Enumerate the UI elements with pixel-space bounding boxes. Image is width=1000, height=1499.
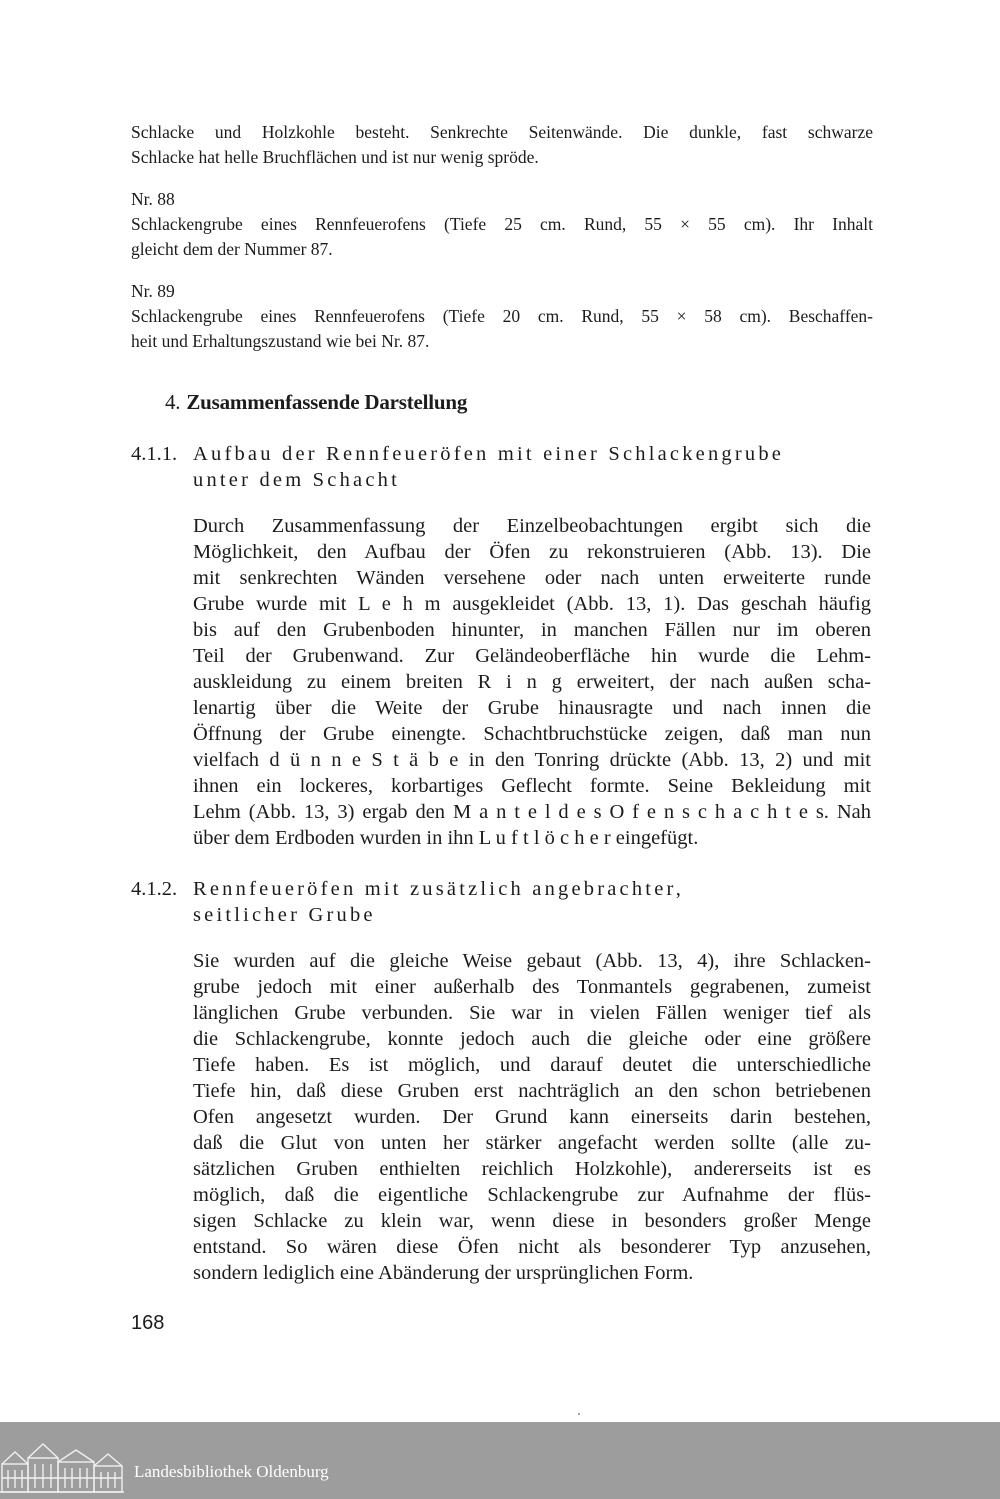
intro-line: Schlacke und Holzkohle besteht. Senkrechte Seitenwände. Die dunkle, fast schwarze [131,122,873,142]
body-line: Sie wurden auf die gleiche Weise gebaut (Abb. 13, 4), ihre Schlacken- [193,950,871,972]
subsection-heading-4-1-2 [131,876,891,928]
body-line: mit senkrechten Wänden versehene oder nach unten erweiterte runde [193,567,871,589]
body-line: bis auf den Grubenboden hinunter, in manchen Fällen nur im oberen [193,619,871,641]
intro-line: Schlacke hat helle Bruchflächen und ist nur wenig spröde. [131,147,539,167]
body-line: Ofen angesetzt wurden. Der Grund kann einerseits darin bestehen, [193,1106,871,1128]
subsection-body-4-1-2 [193,948,871,1286]
entry-line: gleicht dem der Nummer 87. [131,239,333,259]
section-title: Zusammenfassende Darstellung [186,390,468,414]
entry-label: Nr. 88 [131,189,175,209]
subsection-number: 4.1.2. [131,878,178,900]
body-line: über dem Erdboden wurden in ihn L u f t l ö c h e r eingefügt. [193,827,699,849]
body-line: auskleidung zu einem breiten R i n g erweitert, der nach außen scha- [193,671,871,693]
subsection-body-4-1-1 [193,513,871,851]
subsection-heading-4-1-1 [131,441,891,493]
body-line: Öffnung der Grube einengte. Schachtbruchstücke zeigen, daß man nun [193,723,871,745]
body-line: Tiefe haben. Es ist möglich, und darauf deutet die unterschiedliche [193,1054,871,1076]
body-line: Möglichkeit, den Aufbau der Öfen zu rekonstruieren (Abb. 13). Die [193,541,871,563]
scan-speck [578,1413,580,1415]
body-line: grube jedoch mit einer außerhalb des Tonmantels gegrabenen, zumeist [193,976,871,998]
section-heading [165,390,467,415]
entry-label: Nr. 89 [131,281,175,301]
entry-nr-88 [131,187,873,262]
body-line: Durch Zusammenfassung der Einzelbeobachtungen ergibt sich die [193,515,871,537]
page-number: 168 [131,1312,165,1334]
body-line: entstand. So wären diese Öfen nicht als besonderer Typ anzusehen, [193,1236,871,1258]
body-line: vielfach d ü n n e S t ä b e in den Tonring drückte (Abb. 13, 2) und mit [193,749,871,771]
intro-paragraph [131,120,873,170]
body-line: sigen Schlacke zu klein war, wenn diese in besonders großer Menge [193,1210,871,1232]
entry-line: heit und Erhaltungszustand wie bei Nr. 87. [131,331,430,351]
body-line: Lehm (Abb. 13, 3) ergab den M a n t e l d e s O f e n s c h a c h t e s. Nah [193,801,871,823]
body-line: die Schlackengrube, konnte jedoch auch die gleiche oder eine größere [193,1028,871,1050]
entry-line: Schlackengrube eines Rennfeuerofens (Tiefe 25 cm. Rund, 55 × 55 cm). Ihr Inhalt [131,214,873,234]
body-line: lenartig über die Weite der Grube hinausragte und nach innen die [193,697,871,719]
entry-line: Schlackengrube eines Rennfeuerofens (Tiefe 20 cm. Rund, 55 × 58 cm). Beschaffen- [131,306,873,326]
library-building-icon [0,1442,124,1494]
body-line: Grube wurde mit L e h m ausgekleidet (Abb. 13, 1). Das geschah häufig [193,593,871,615]
body-line: Teil der Grubenwand. Zur Geländeoberfläche hin wurde die Lehm- [193,645,871,667]
section-number: 4. [165,390,181,414]
footer-bar [0,1422,1000,1499]
subsection-title-line: unter dem Schacht [193,469,400,491]
body-line: möglich, daß die eigentliche Schlackengrube zur Aufnahme der flüs- [193,1184,871,1206]
body-line: sätzlichen Gruben enthielten reichlich Holzkohle), andererseits ist es [193,1158,871,1180]
subsection-title-line: seitlicher Grube [193,904,376,926]
subsection-title-line: Aufbau der Rennfeueröfen mit einer Schlackengrube [193,443,785,465]
body-line: sondern lediglich eine Abänderung der ursprünglichen Form. [193,1262,694,1284]
entry-nr-89 [131,279,873,354]
subsection-title-line: Rennfeueröfen mit zusätzlich angebrachter, [193,878,685,900]
subsection-number: 4.1.1. [131,443,178,465]
library-name: Landesbibliothek Oldenburg [134,1462,329,1481]
body-line: länglichen Grube verbunden. Sie war in vielen Fällen weniger tief als [193,1002,871,1024]
body-line: ihnen ein lockeres, korbartiges Geflecht formte. Seine Bekleidung mit [193,775,871,797]
body-line: daß die Glut von unten her stärker angefacht werden sollte (alle zu- [193,1132,871,1154]
body-line: Tiefe hin, daß diese Gruben erst nachträglich an den schon betriebenen [193,1080,871,1102]
